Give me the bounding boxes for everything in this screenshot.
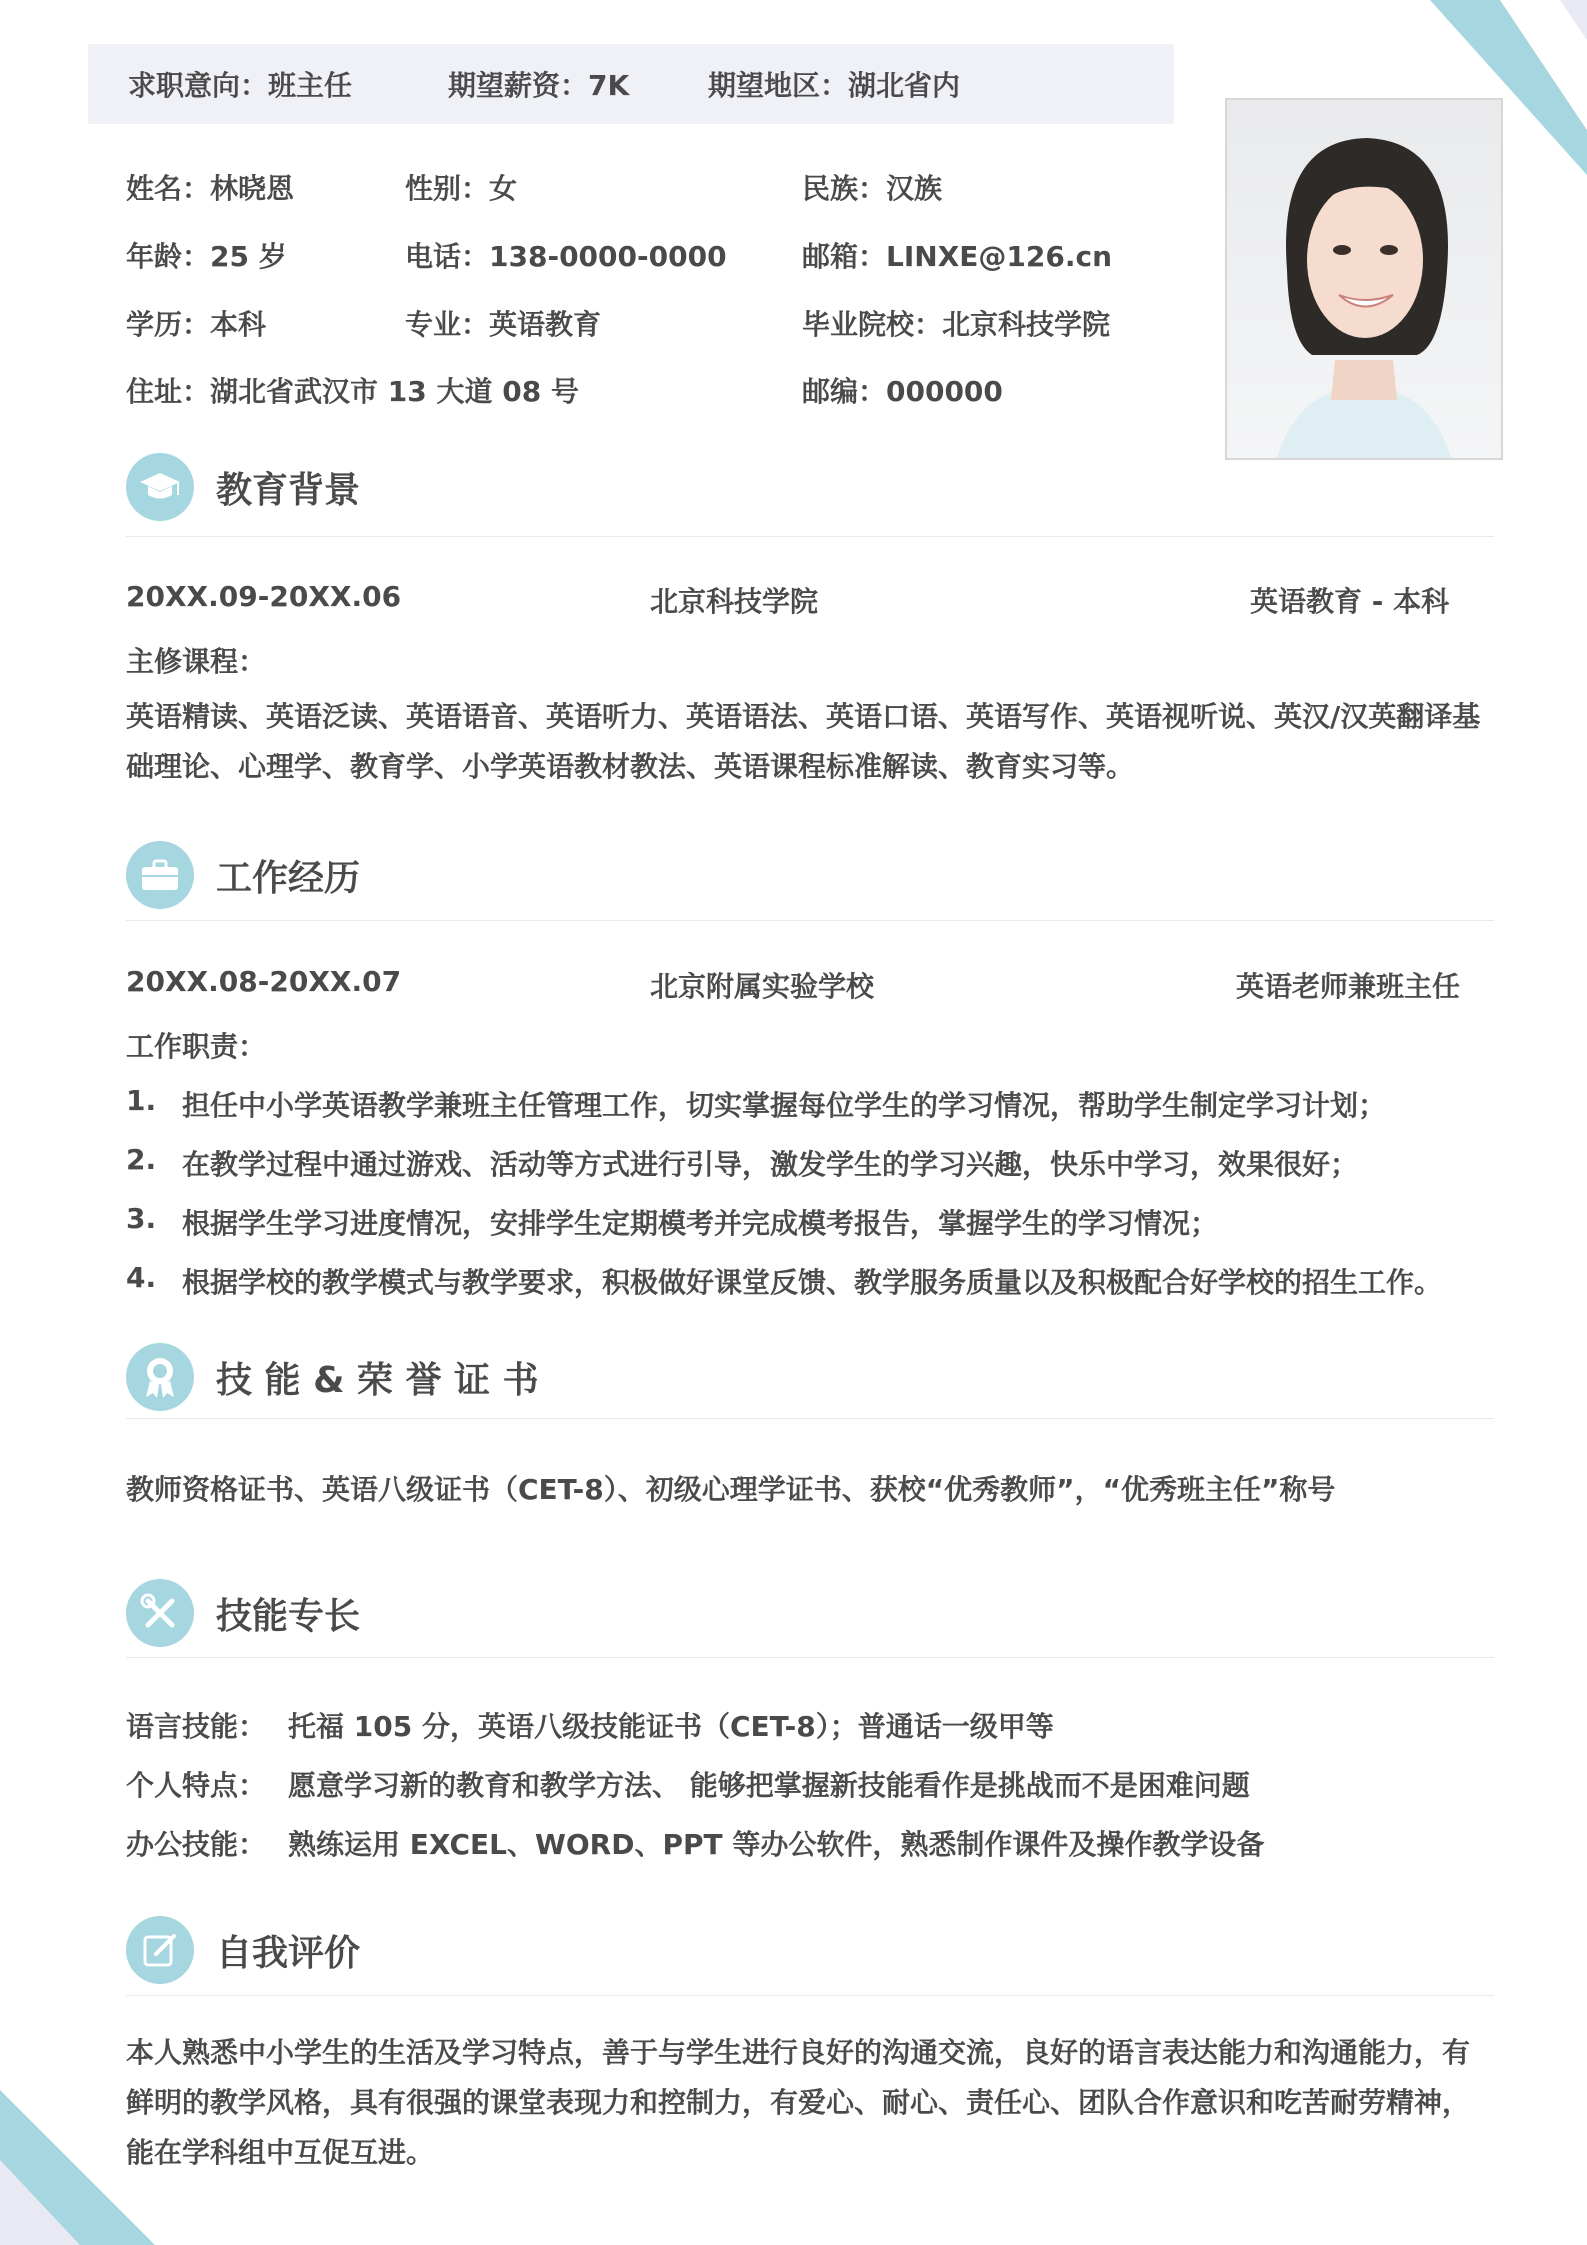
tools-icon [126,1579,194,1647]
certs-section-header [126,1342,539,1412]
education-section-header [126,452,360,522]
skills-title: 技能专长 [216,1595,361,1637]
evaluation-text: 本人熟悉中小学生的生活及学习特点，善于与学生进行良好的沟通交流，良好的语言表达能力和沟通能力，有鲜明的教学风格，具有很强的课堂表现力和控制力，有爱心、耐心、责任心、团队合作意识和吃苦耐劳精神，能在学科组中互促互进。 [126,2036,1471,2169]
info-age: 年龄：25 岁 [126,240,287,273]
certs-text: 教师资格证书、英语八级证书（CET-8）、初级心理学证书、获校“优秀教师”，“优秀班主任”称号 [126,1473,1336,1506]
work-position: 英语老师兼班主任 [1236,970,1461,1003]
education-major: 英语教育 - 本科 [1250,585,1450,618]
courses-label: 主修课程： [126,645,267,678]
duty-text: 担任中小学英语教学兼班主任管理工作，切实掌握每位学生的学习情况，帮助学生制定学习计划； [182,1089,1387,1122]
skill-value: 愿意学习新的教育和教学方法、 能够把掌握新技能看作是挑战而不是困难问题 [288,1769,1250,1802]
evaluation-divider [126,1995,1494,1996]
info-email: 邮箱：LINXE@126.cn [802,240,1113,273]
edit-pencil-icon [126,1916,194,1984]
info-name: 姓名：林晓恩 [126,172,295,205]
duty-text: 在教学过程中通过游戏、活动等方式进行引导，激发学生的学习兴趣，快乐中学习，效果很好； [182,1148,1359,1181]
info-degree: 学历：本科 [126,308,267,341]
briefcase-icon [126,841,194,909]
skill-label: 个人特点： [126,1769,267,1802]
expected-salary: 期望薪资：7K [448,69,630,102]
info-ethnicity: 民族：汉族 [802,172,943,205]
skill-label: 办公技能： [126,1828,267,1861]
certs-divider [126,1418,1494,1419]
certs-title: 技 能 & 荣 誉 证 书 [216,1359,539,1401]
duty-number: 1. [126,1084,157,1117]
job-intent: 求职意向：班主任 [128,69,353,102]
evaluation-section-header [126,1915,360,1985]
graduation-cap-icon [126,453,194,521]
work-divider [126,920,1494,921]
info-address: 住址：湖北省武汉市 13 大道 08 号 [126,375,579,408]
skill-value: 托福 105 分，英语八级技能证书（CET-8）；普通话一级甲等 [288,1710,1054,1743]
work-title: 工作经历 [216,857,361,899]
education-title: 教育背景 [216,469,361,511]
info-major: 专业：英语教育 [405,308,602,341]
expected-region: 期望地区：湖北省内 [708,69,961,102]
skill-value: 熟练运用 EXCEL、WORD、PPT 等办公软件，熟悉制作课件及操作教学设备 [288,1828,1265,1861]
work-company: 北京附属实验学校 [650,970,875,1003]
duty-text: 根据学生学习进度情况，安排学生定期模考并完成模考报告，掌握学生的学习情况； [182,1207,1219,1240]
education-school: 北京科技学院 [650,585,819,618]
info-gender: 性别：女 [405,172,518,205]
duty-number: 2. [126,1143,157,1176]
info-zip: 邮编：000000 [802,375,1003,408]
award-medal-icon [126,1343,194,1411]
work-section-header [126,840,360,910]
work-period: 20XX.08-20XX.07 [126,965,402,998]
education-divider [126,536,1494,537]
duty-number: 4. [126,1261,157,1294]
skill-label: 语言技能： [126,1710,267,1743]
education-period: 20XX.09-20XX.06 [126,580,402,613]
skills-section-header [126,1578,360,1648]
profile-photo [1225,98,1503,460]
skills-divider [126,1657,1494,1658]
duty-text: 根据学校的教学模式与教学要求，积极做好课堂反馈、教学服务质量以及积极配合好学校的招生工作。 [182,1266,1443,1299]
duties-label: 工作职责： [126,1030,267,1063]
evaluation-title: 自我评价 [216,1932,361,1974]
duty-number: 3. [126,1202,157,1235]
info-phone: 电话：138-0000-0000 [405,240,727,273]
job-intent-bar [88,44,1174,124]
info-school: 毕业院校：北京科技学院 [802,308,1111,341]
courses-text: 英语精读、英语泛读、英语语音、英语听力、英语语法、英语口语、英语写作、英语视听说、英汉/汉英翻译基础理论、心理学、教育学、小学英语教材教法、英语课程标准解读、教育实习等。 [126,700,1481,783]
